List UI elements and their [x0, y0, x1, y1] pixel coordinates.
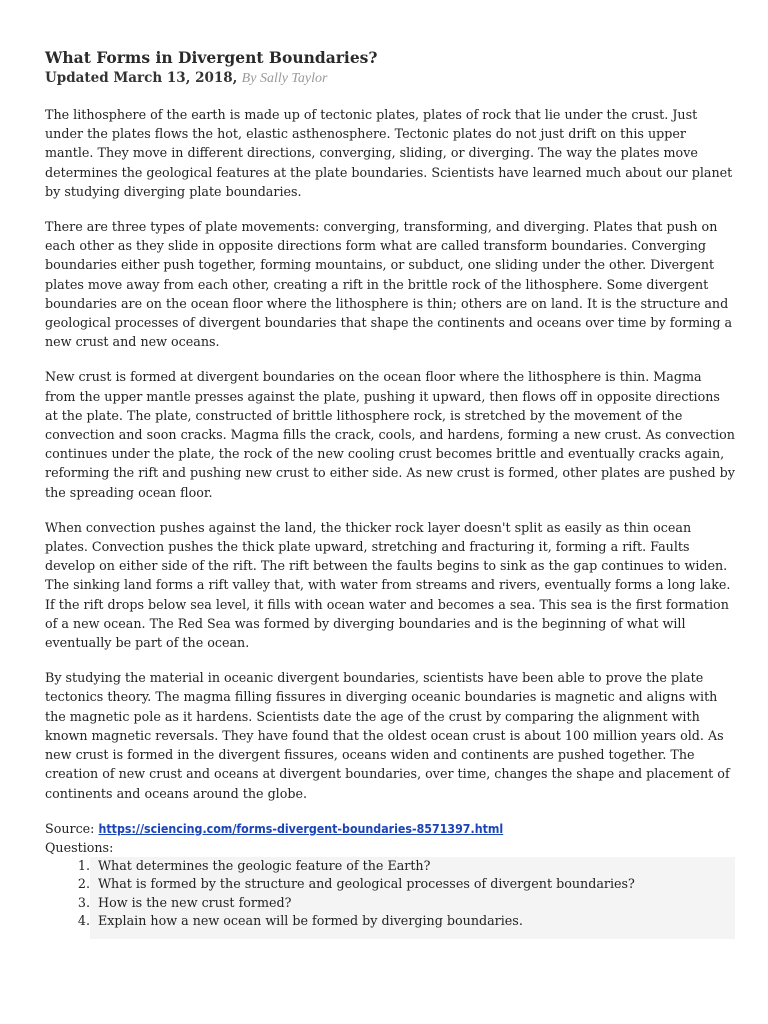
question-text: What determines the geologic feature of the Earth?: [98, 857, 431, 873]
question-number: 1.: [77, 857, 90, 873]
paragraph: New crust is formed at divergent boundaries on the ocean floor where the lithosphere is thin. Magma from the upper mantle presses against the plate, pushing it upward, then flows off in opposite directions at the plate. The plate, constructed of brittle lithosphere rock, is stretched by the movement of the convection and soon cracks. Magma fills the crack, cools, and hardens, forming a new crust. As convection continues under the plate, the rock of the new cooling crust becomes brittle and eventually cracks again, reforming the rift and pushing new crust to either side. As new crust is formed, other plates are pushed by the spreading ocean floor.: [45, 369, 735, 500]
question-item: [68, 875, 735, 894]
source-label: Source:: [45, 820, 95, 836]
article-byline: [45, 68, 735, 89]
updated-date: Updated March 13, 2018,: [45, 70, 238, 86]
question-item: [68, 857, 735, 876]
question-number: 2.: [77, 876, 90, 892]
question-item: [68, 912, 735, 931]
document-page: [45, 48, 735, 939]
question-number: 3.: [77, 894, 90, 910]
paragraph: There are three types of plate movements: converging, transforming, and diverging. Plates that push on each other as they slide in opposite directions form what are called transform boundaries. Converging boundaries either push together, forming mountains, or subduct, one sliding under the other. Divergent plates move away from each other, creating a rift in the brittle rock of the lithosphere. Some divergent boundaries are on the ocean floor where the lithosphere is thin; others are on land. It is the structure and geological processes of divergent boundaries that shape the continents and oceans over time by forming a new crust and new oceans.: [45, 219, 733, 350]
question-number: 4.: [77, 913, 90, 929]
author-name: By Sally Taylor: [241, 71, 328, 86]
paragraph: When convection pushes against the land, the thicker rock layer doesn't split as easily as thin ocean plates. Convection pushes the thick plate upward, stretching and fracturing it, forming a rift. Faults develop on either side of the rift. The rift between the faults begins to sink as the gap continues to widen. The sinking land forms a rift valley that, with water from streams and rivers, eventually forms a long lake. If the rift drops below sea level, it fills with ocean water and becomes a sea. This sea is the first formation of a new ocean. The Red Sea was formed by diverging boundaries and is the beginning of what will eventually be part of the ocean.: [45, 519, 731, 651]
question-text: Explain how a new ocean will be formed by diverging boundaries.: [98, 913, 523, 929]
article-title: What Forms in Divergent Boundaries?: [45, 48, 378, 67]
questions-label: Questions:: [45, 839, 114, 855]
paragraph: By studying the material in oceanic divergent boundaries, scientists have been able to prove the plate tectonics theory. The magma filling fissures in diverging oceanic boundaries is magnetic and aligns with the magnetic pole as it hardens. Scientists date the age of the crust by comparing the alignment with known magnetic reversals. They have found that the oldest ocean crust is about 100 million years old. As new crust is formed in the divergent fissures, oceans widen and continents are pushed together. The creation of new crust and oceans at divergent boundaries, over time, changes the shape and placement of continents and oceans around the globe.: [45, 670, 730, 801]
question-text: How is the new crust formed?: [98, 894, 292, 910]
question-item: [68, 894, 735, 913]
source-link[interactable]: https://sciencing.com/forms-divergent-boundaries-8571397.html: [98, 821, 504, 836]
question-text: What is formed by the structure and geological processes of divergent boundaries?: [98, 876, 635, 892]
source-line: [45, 819, 735, 839]
questions-box: [77, 857, 735, 939]
paragraph: The lithosphere of the earth is made up of tectonic plates, plates of rock that lie under the crust. Just under the plates flows the hot, elastic asthenosphere. Tectonic plates do not just drift on this upper mantle. They move in different directions, converging, sliding, or diverging. The way the plates move determines the geological features at the plate boundaries. Scientists have learned much about our planet by studying diverging plate boundaries.: [45, 107, 733, 199]
questions-list: [68, 857, 735, 931]
